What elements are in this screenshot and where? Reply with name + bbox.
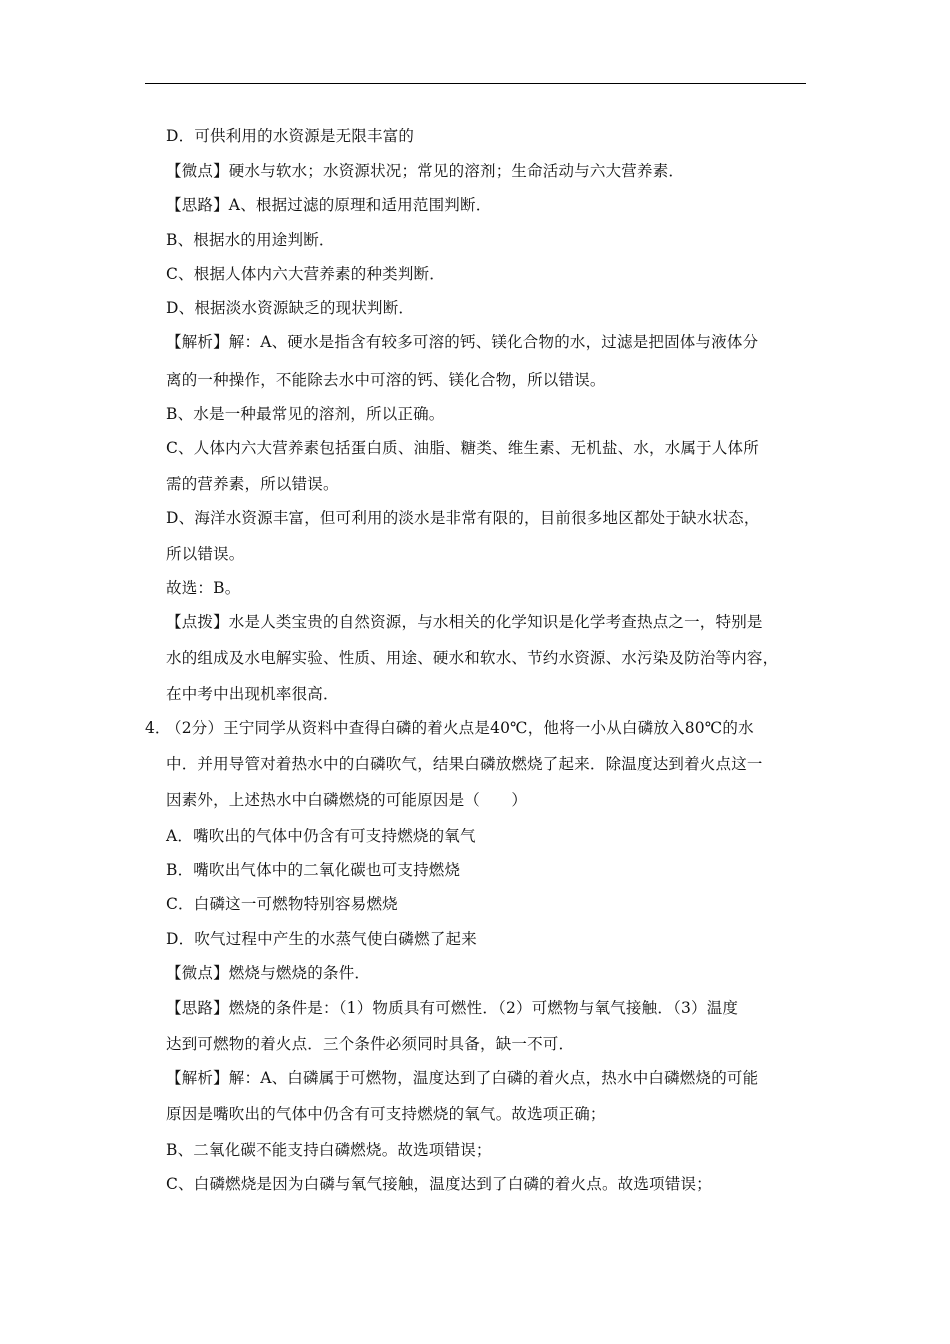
answer-line: 故选：B。 bbox=[166, 579, 241, 597]
jiexi-c-line-1: C、人体内六大营养素包括蛋白质、油脂、糖类、维生素、无机盐、水，水属于人体所 bbox=[166, 439, 759, 457]
silu-line: 【思路】A、根据过滤的原理和适用范围判断． bbox=[166, 196, 492, 214]
jiexi2-b-line: B、二氧化碳不能支持白磷燃烧。故选项错误； bbox=[166, 1141, 492, 1159]
silu-b-line: B、根据水的用途判断． bbox=[166, 231, 335, 249]
dianbo-line-3: 在中考中出现机率很高． bbox=[166, 685, 339, 703]
silu-line-2b: 达到可燃物的着火点．三个条件必须同时具备，缺一不可． bbox=[166, 1035, 575, 1053]
jiexi-c-line-2: 需的营养素，所以错误。 bbox=[166, 475, 339, 493]
jiexi2-c-line: C、白磷燃烧是因为白磷与氧气接触，温度达到了白磷的着火点。故选项错误； bbox=[166, 1175, 712, 1193]
question-number: 4． bbox=[145, 719, 171, 737]
header-rule bbox=[145, 83, 806, 84]
option-c: C．白磷这一可燃物特别容易燃烧 bbox=[166, 895, 398, 913]
option-d-line: D．可供利用的水资源是无限丰富的 bbox=[166, 127, 415, 145]
jiexi-line-1: 【解析】解：A、硬水是指含有较多可溶的钙、镁化合物的水，过滤是把固体与液体分 bbox=[166, 333, 759, 351]
jiexi-b-line: B、水是一种最常见的溶剂，所以正确。 bbox=[166, 405, 445, 423]
option-a: A．嘴吹出的气体中仍含有可支持燃烧的氧气 bbox=[166, 827, 476, 845]
option-d: D．吹气过程中产生的水蒸气使白磷燃了起来 bbox=[166, 930, 477, 948]
silu-line-2a: 【思路】燃烧的条件是：（1）物质具有可燃性．（2）可燃物与氧气接触．（3）温度 bbox=[166, 999, 739, 1017]
question-stem-line-2: 中．并用导管对着热水中的白磷吹气，结果白磷放燃烧了起来．除温度达到着火点这一 bbox=[166, 755, 763, 773]
weidian-line-2: 【微点】燃烧与燃烧的条件． bbox=[166, 964, 371, 982]
question-stem-line-3: 因素外，上述热水中白磷燃烧的可能原因是（ ） bbox=[166, 791, 528, 809]
jiexi2-line-2: 原因是嘴吹出的气体中仍含有可支持燃烧的氧气。故选项正确； bbox=[166, 1105, 606, 1123]
jiexi-line-2: 离的一种操作，不能除去水中可溶的钙、镁化合物，所以错误。 bbox=[166, 371, 606, 389]
jiexi-d-line-2: 所以错误。 bbox=[166, 545, 245, 563]
jiexi2-line-1: 【解析】解：A、白磷属于可燃物，温度达到了白磷的着火点，热水中白磷燃烧的可能 bbox=[166, 1069, 759, 1087]
silu-d-line: D、根据淡水资源缺乏的现状判断． bbox=[166, 299, 415, 317]
silu-c-line: C、根据人体内六大营养素的种类判断． bbox=[166, 265, 445, 283]
jiexi-d-line-1: D、海洋水资源丰富，但可利用的淡水是非常有限的，目前很多地区都处于缺水状态， bbox=[166, 509, 760, 527]
question-stem-line-1: （2分）王宁同学从资料中查得白磷的着火点是40℃，他将一小从白磷放入80℃的水 bbox=[166, 719, 754, 737]
option-b: B．嘴吹出气体中的二氧化碳也可支持燃烧 bbox=[166, 861, 461, 879]
weidian-line: 【微点】硬水与软水；水资源状况；常见的溶剂；生命活动与六大营养素． bbox=[166, 162, 685, 180]
dianbo-line-2: 水的组成及水电解实验、性质、用途、硬水和软水、节约水资源、水污染及防治等内容， bbox=[166, 649, 779, 667]
dianbo-line-1: 【点拨】水是人类宝贵的自然资源，与水相关的化学知识是化学考查热点之一，特别是 bbox=[166, 613, 763, 631]
